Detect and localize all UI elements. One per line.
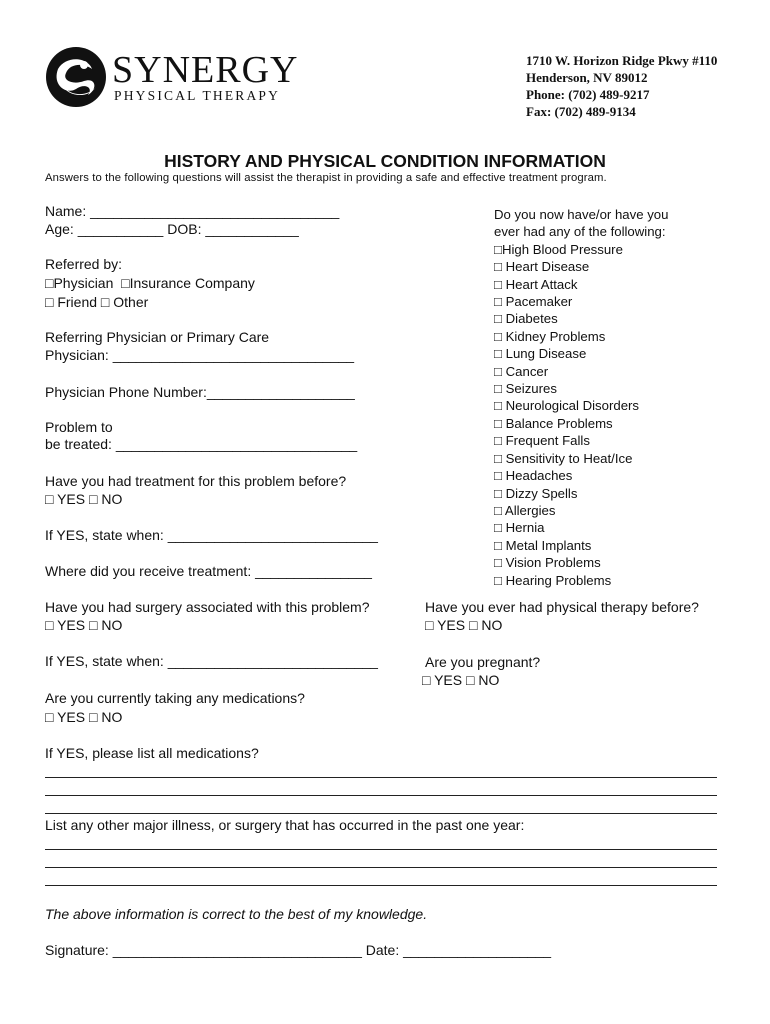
condition-item[interactable]: □ Vision Problems xyxy=(494,555,601,571)
medications-options[interactable]: □ YES □ NO xyxy=(45,709,123,725)
pregnant-question: Are you pregnant? xyxy=(425,654,541,670)
conditions-list xyxy=(494,206,668,589)
synergy-logo-icon xyxy=(44,45,108,109)
address-street: 1710 W. Horizon Ridge Pkwy #110 xyxy=(526,53,718,68)
certification-statement: The above information is correct to the best of my knowledge. xyxy=(45,906,428,922)
referred-by-options-2[interactable]: □ Friend □ Other xyxy=(45,294,149,310)
condition-item[interactable]: □ Hearing Problems xyxy=(494,572,612,588)
clinic-phone: Phone: (702) 489-9217 xyxy=(526,87,650,102)
address-city: Henderson, NV 89012 xyxy=(526,70,648,85)
name-field[interactable]: Name: ________________________________ xyxy=(45,203,340,219)
condition-item[interactable]: □ Metal Implants xyxy=(494,537,592,553)
condition-item[interactable]: □ Kidney Problems xyxy=(494,328,606,344)
illness-question: List any other major illness, or surgery that has occurred in the past one year: xyxy=(45,817,525,833)
medications-line-2[interactable] xyxy=(45,795,717,796)
condition-item[interactable]: □High Blood Pressure xyxy=(494,241,623,257)
condition-item[interactable]: □ Dizzy Spells xyxy=(494,485,578,501)
condition-item[interactable]: □ Frequent Falls xyxy=(494,433,590,449)
problem-label: Problem to xyxy=(45,419,113,435)
clinic-address xyxy=(526,52,717,120)
condition-item[interactable]: □ Seizures xyxy=(494,381,557,397)
form-intro: Answers to the following questions will assist the therapist in providing a safe and effective treatment program. xyxy=(45,172,607,184)
referred-by-label: Referred by: xyxy=(45,256,123,272)
illness-line-1[interactable] xyxy=(45,849,717,850)
condition-item[interactable]: □ Pacemaker xyxy=(494,294,573,310)
pt-before-question: Have you ever had physical therapy before? xyxy=(425,599,699,615)
medications-question: Are you currently taking any medications? xyxy=(45,690,305,706)
problem-field[interactable]: be treated: _______________________________ xyxy=(45,436,358,452)
medications-list-label: If YES, please list all medications? xyxy=(45,745,259,761)
condition-item[interactable]: □ Headaches xyxy=(494,468,573,484)
illness-line-3[interactable] xyxy=(45,885,717,886)
condition-item[interactable]: □ Allergies xyxy=(494,502,556,518)
clinic-fax: Fax: (702) 489-9134 xyxy=(526,104,636,119)
surgery-when-field[interactable]: If YES, state when: ___________________________ xyxy=(45,653,378,669)
condition-item[interactable]: □ Lung Disease xyxy=(494,346,587,362)
condition-item[interactable]: □ Heart Attack xyxy=(494,276,578,292)
prior-treatment-question: Have you had treatment for this problem before? xyxy=(45,473,347,489)
treatment-where-field[interactable]: Where did you receive treatment: _______________ xyxy=(45,563,372,579)
pt-before-options[interactable]: □ YES □ NO xyxy=(425,617,503,633)
condition-item[interactable]: □ Heart Disease xyxy=(494,259,590,275)
medications-line-1[interactable] xyxy=(45,777,717,778)
surgery-options[interactable]: □ YES □ NO xyxy=(45,617,123,633)
pregnant-options[interactable]: □ YES □ NO xyxy=(422,672,500,688)
prior-treatment-when-field[interactable]: If YES, state when: ___________________________ xyxy=(45,527,378,543)
conditions-header: ever had any of the following: xyxy=(494,224,666,240)
illness-line-2[interactable] xyxy=(45,867,717,868)
conditions-header: Do you now have/or have you xyxy=(494,207,669,222)
condition-item[interactable]: □ Hernia xyxy=(494,520,545,536)
condition-item[interactable]: □ Neurological Disorders xyxy=(494,398,640,414)
medications-line-3[interactable] xyxy=(45,813,717,814)
condition-item[interactable]: □ Diabetes xyxy=(494,311,558,327)
form-title: HISTORY AND PHYSICAL CONDITION INFORMATION xyxy=(164,151,606,171)
signature-date-field[interactable]: Signature: ________________________________ Date: ___________________ xyxy=(45,942,552,958)
brand-subtitle: PHYSICAL THERAPY xyxy=(114,88,281,103)
prior-treatment-options[interactable]: □ YES □ NO xyxy=(45,491,123,507)
physician-phone-field[interactable]: Physician Phone Number:___________________ xyxy=(45,384,355,400)
condition-item[interactable]: □ Sensitivity to Heat/Ice xyxy=(494,450,633,466)
brand-name: SYNERGY xyxy=(112,49,299,91)
condition-item[interactable]: □ Cancer xyxy=(494,363,549,379)
referring-physician-field[interactable]: Physician: _______________________________ xyxy=(45,347,355,363)
referring-physician-label: Referring Physician or Primary Care xyxy=(45,329,270,345)
condition-item[interactable]: □ Balance Problems xyxy=(494,415,613,431)
age-dob-field[interactable]: Age: ___________ DOB: ____________ xyxy=(45,221,299,237)
surgery-question: Have you had surgery associated with this problem? xyxy=(45,599,370,615)
referred-by-options-1[interactable]: □Physician □Insurance Company xyxy=(45,275,255,291)
